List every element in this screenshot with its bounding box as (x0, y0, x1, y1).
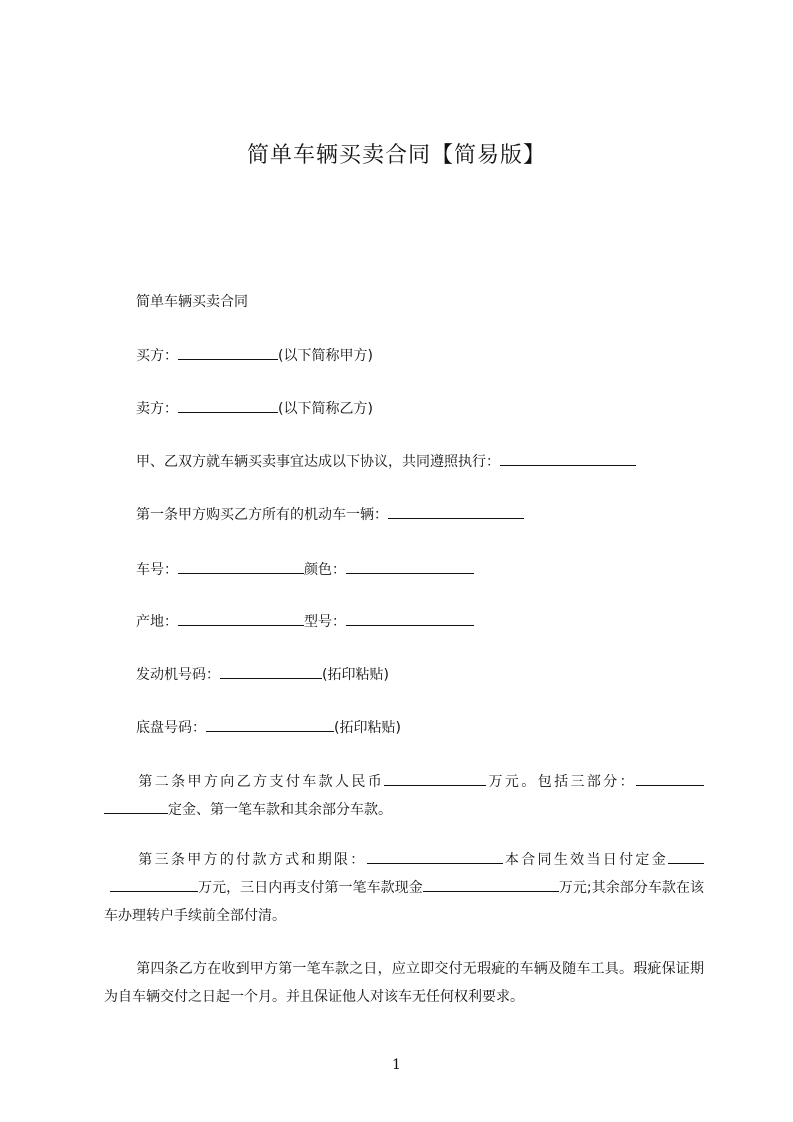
first-payment-blank (423, 877, 559, 892)
article2-part2: 万元。包括三部分： (486, 774, 637, 790)
article3-part1: 第三条甲方的付款方式和期限： (136, 852, 367, 868)
deposit-blank-2 (110, 877, 198, 892)
buyer-note: (以下简称甲方) (278, 348, 373, 364)
article1-blank (388, 504, 524, 519)
seller-blank (178, 398, 278, 413)
article1-text: 第一条甲方购买乙方所有的机动车一辆： (136, 507, 388, 523)
parts-blank-1 (636, 771, 704, 786)
buyer-blank (178, 345, 278, 360)
chassis-label: 底盘号码： (136, 720, 206, 736)
deposit-blank-1 (668, 849, 704, 864)
engine-blank (220, 664, 322, 679)
agreement-blank (500, 451, 636, 466)
buyer-line (136, 345, 373, 366)
article2-paragraph (104, 768, 704, 824)
article3-part4: 万元;其余部分车款在该车办理转户手续前全部付清。 (104, 880, 705, 924)
chassis-note: (拓印粘贴) (334, 720, 401, 736)
article2-part1: 第二条甲方向乙方支付车款人民币 (136, 774, 385, 790)
color-blank (346, 559, 474, 574)
parts-blank-2 (104, 799, 168, 814)
origin-label: 产地： (136, 614, 178, 630)
origin-blank (178, 611, 304, 626)
plate-label: 车号： (136, 562, 178, 578)
article4-text: 第四条乙方在收到甲方第一笔车款之日，应立即交付无瑕疵的车辆及随车工具。瑕疵保证期为自车辆交付之日起一个月。并且保证他人对该车无任何权利要求。 (104, 961, 704, 1005)
article2-part3: 定金、第一笔车款和其余部分车款。 (168, 802, 392, 818)
article1-line (136, 504, 524, 525)
contract-subtitle: 简单车辆买卖合同 (136, 294, 248, 310)
seller-note: (以下简称乙方) (278, 401, 373, 417)
article3-part3: 万元，三日内再支付第一笔车款现金 (198, 880, 423, 896)
chassis-blank (206, 717, 334, 732)
agreement-text: 甲、乙双方就车辆买卖事宜达成以下协议，共同遵照执行： (136, 454, 500, 470)
engine-label: 发动机号码： (136, 667, 220, 683)
chassis-line (136, 717, 401, 738)
seller-label: 卖方： (136, 401, 178, 417)
color-label: 颜色： (304, 562, 346, 578)
engine-line (136, 664, 389, 685)
payment-method-blank (367, 849, 503, 864)
plate-color-line (136, 559, 474, 580)
page-number: 1 (392, 1057, 401, 1073)
payment-total-blank (384, 771, 486, 786)
article4-paragraph (104, 955, 704, 1011)
agreement-line (136, 451, 636, 472)
model-label: 型号： (304, 614, 346, 630)
seller-line (136, 398, 373, 419)
buyer-label: 买方： (136, 348, 178, 364)
model-blank (346, 611, 474, 626)
article3-part2: 本合同生效当日付定金 (502, 852, 669, 868)
engine-note: (拓印粘贴) (322, 667, 389, 683)
origin-model-line (136, 611, 474, 632)
article3-paragraph (104, 846, 704, 930)
document-title: 简单车辆买卖合同【简易版】 (246, 143, 546, 168)
plate-blank (178, 559, 304, 574)
